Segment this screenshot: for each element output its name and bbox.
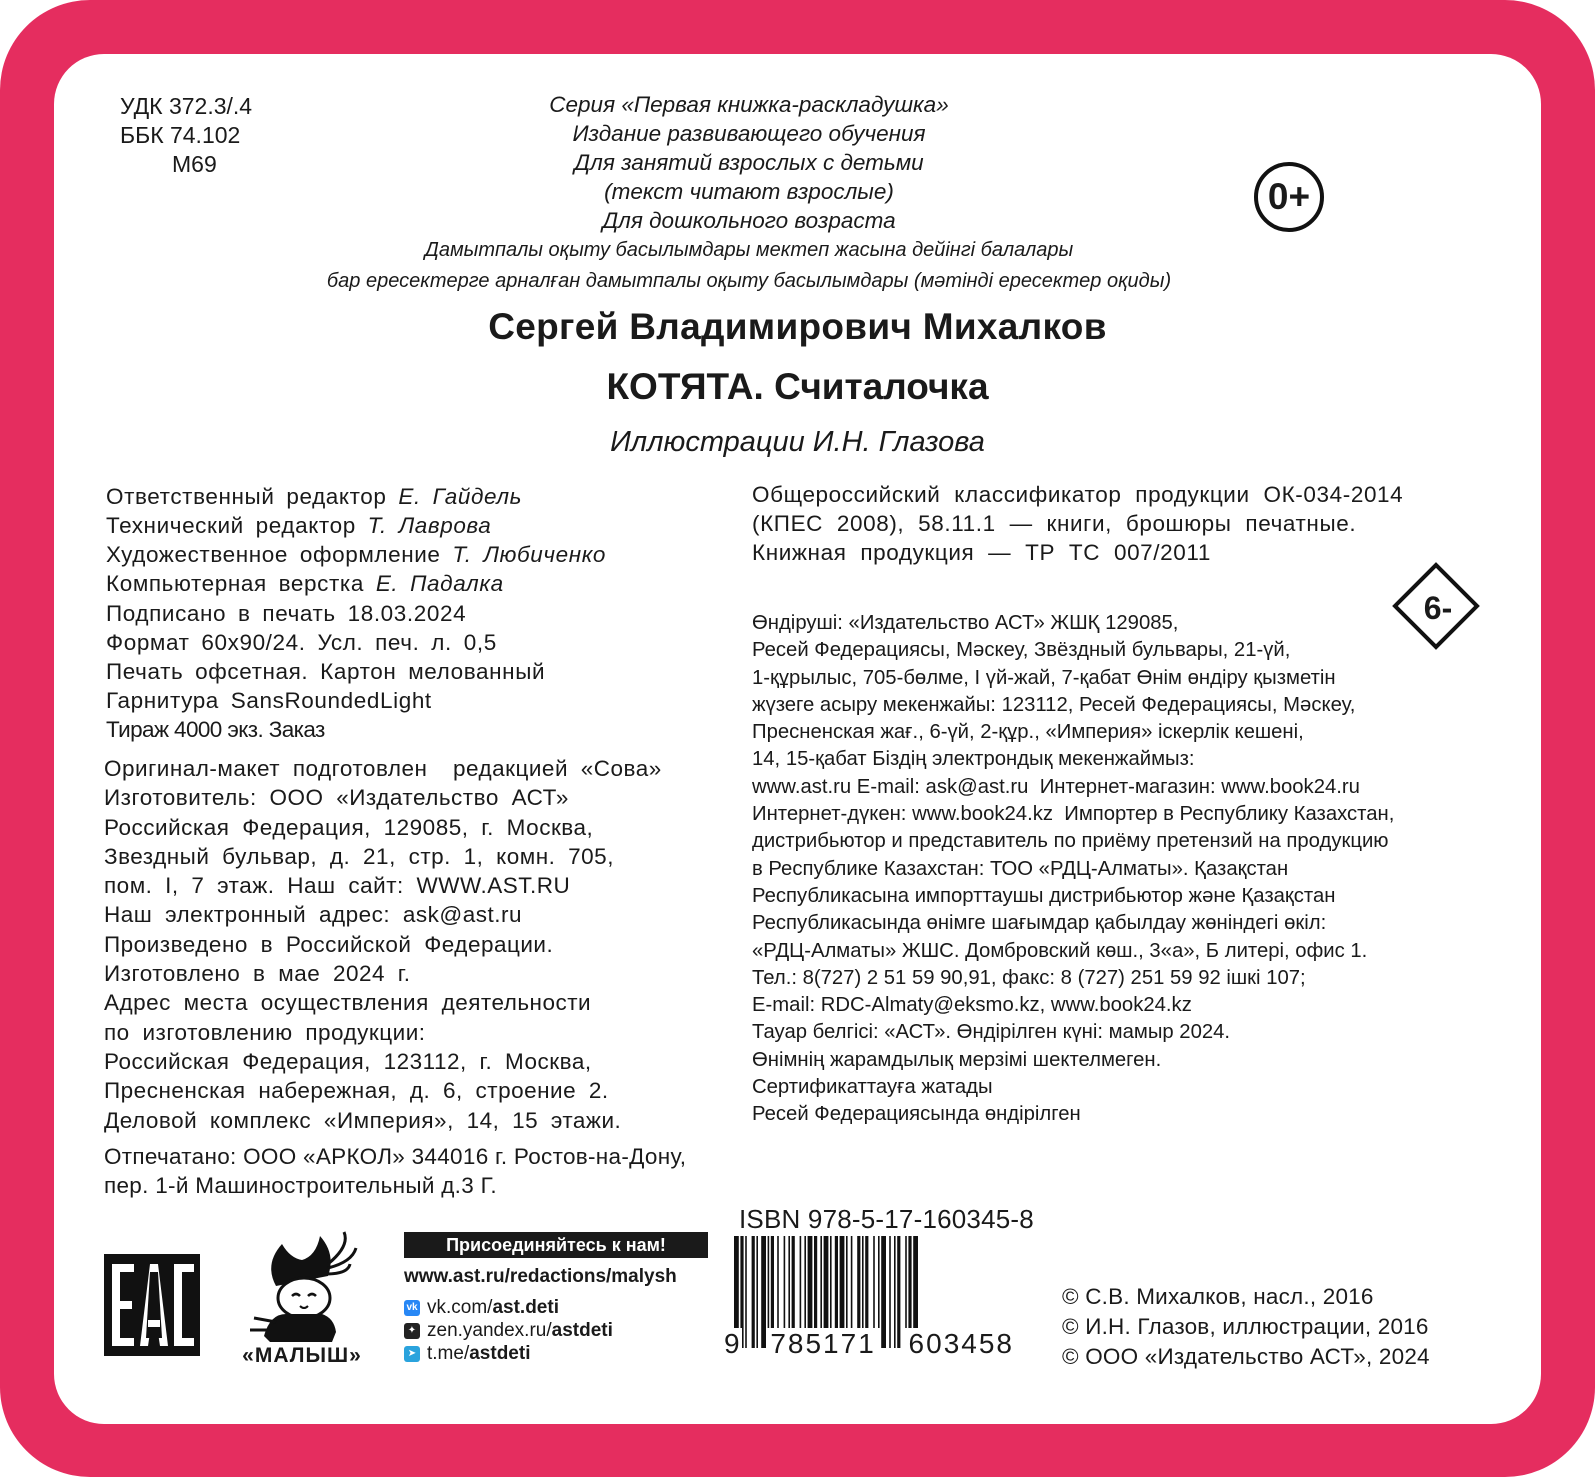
udk-block: [120, 92, 252, 179]
kz-line: Республикасында өнімге шағымдар қабылдау жөніндегі өкіл:: [752, 912, 1327, 935]
maker-line: по изготовлению продукции:: [104, 1019, 426, 1045]
social-prefix: zen.yandex.ru/: [427, 1320, 552, 1341]
staff-row: [106, 511, 606, 540]
kz-line: Өндіруші: «Издательство АСТ» ЖШҚ 129085,: [752, 612, 1179, 634]
join-banner: Присоединяйтесь к нам!: [404, 1232, 708, 1258]
series-line: (текст читают взрослые): [604, 179, 894, 204]
zen-icon: ✦: [404, 1323, 420, 1339]
kz-line: Пресненская жағ., 6-үй, 2-құр., «Империя» іскерлік кешені,: [752, 721, 1304, 744]
site-link[interactable]: www.ast.ru/redactions/malysh: [404, 1266, 677, 1287]
print-line: Подписано в печать 18.03.2024: [106, 601, 467, 626]
print-line: Печать офсетная. Картон мелованный: [106, 659, 546, 684]
staff-name: Е. Падалка: [375, 571, 504, 596]
social-link-vk[interactable]: [404, 1296, 613, 1319]
maker-line: Изготовлено в мае 2024 г.: [104, 961, 411, 987]
social-prefix: vk.com/: [427, 1297, 493, 1318]
author-name: Сергей Владимирович Михалков: [488, 306, 1107, 347]
maker-line: Адрес места осуществления деятельности: [104, 990, 592, 1016]
kz-line: Интернет-дүкен: www.book24.kz Импортер в Республику Казахстан,: [752, 803, 1395, 826]
series-block: [284, 90, 1214, 297]
kz-line: E-mail: RDC-Almaty@eksmo.kz, www.book24.kz: [752, 994, 1192, 1017]
printer-line: пер. 1-й Машиностроительный д.3 Г.: [104, 1173, 497, 1198]
maker-line: Российская Федерация, 129085, г. Москва,: [104, 814, 594, 840]
print-info: [106, 599, 545, 744]
maker-line: Наш электронный адрес: ask@ast.ru: [104, 902, 523, 928]
illustrator-credit: Иллюстрации И.Н. Глазова: [610, 426, 985, 458]
kz-line: «РДЦ-Алматы» ЖШС. Домбровский көш., 3«а», Б литері, офис 1.: [752, 939, 1368, 962]
kz-line: Ресей Федерациясы, Мәскеу, Звёздный бульвары, 21-үй,: [752, 639, 1291, 662]
copyright-line: © И.Н. Глазов, иллюстрации, 2016: [1062, 1314, 1429, 1339]
staff-name: Е. Гайдель: [398, 484, 523, 509]
age-label-diamond: [1389, 559, 1487, 657]
kz-line: Сертификаттауға жатады: [752, 1076, 993, 1099]
social-link-zen[interactable]: [404, 1319, 613, 1342]
udk-line: УДК 372.3/.4: [120, 93, 253, 119]
printer-info: [104, 1142, 686, 1200]
kz-line: дистрибьютор и представитель по приёму претензий на продукцию: [752, 830, 1389, 853]
printer-line: Отпечатано: ООО «АРКОЛ» 344016 г. Ростов-на-Дону,: [104, 1144, 687, 1169]
staff-role: Компьютерная верстка: [106, 571, 364, 596]
staff-role: Ответственный редактор: [106, 484, 387, 509]
kz-line: 1-құрылыс, 705-бөлме, I үй-жай, 7-қабат Өнім өндіру қызметін: [752, 666, 1336, 689]
maker-line: Оригинал-макет подготовлен редакцией «Сова»: [104, 756, 662, 781]
maker-line: Российская Федерация, 123112, г. Москва,: [104, 1048, 592, 1074]
kz-manufacturer-info: [752, 610, 1394, 1129]
kz-line: www.ast.ru E-mail: ask@ast.ru Интернет-магазин: www.book24.ru: [752, 775, 1360, 798]
copyright-block: [1062, 1282, 1430, 1372]
staff-role: Технический редактор: [106, 513, 356, 538]
author-mark: М69: [172, 151, 217, 177]
barcode-digit-group: 603458: [905, 1328, 1018, 1360]
kz-line: Тел.: 8(727) 2 51 59 90,91, факс: 8 (727) 251 59 92 ішкі 107;: [752, 966, 1306, 989]
maker-line: пом. I, 7 этаж. Наш сайт: WWW.AST.RU: [104, 873, 571, 899]
staff-name: Т. Лаврова: [367, 513, 492, 538]
maker-line: Произведено в Российской Федерации.: [104, 931, 554, 957]
barcode-digits: [722, 1328, 1018, 1360]
copyright-line: © ООО «Издательство АСТ», 2024: [1062, 1344, 1430, 1369]
print-line: Тираж 4000 экз. Заказ: [106, 717, 325, 742]
social-links: [404, 1296, 613, 1365]
social-link-telegram[interactable]: [404, 1342, 613, 1365]
maker-line: Звездный бульвар, д. 21, стр. 1, комн. 705,: [104, 843, 614, 869]
maker-line: Изготовитель: ООО «Издательство АСТ»: [104, 785, 569, 811]
telegram-icon: ➤: [404, 1346, 420, 1362]
classifier-line: (КПЕС 2008), 58.11.1 — книги, брошюры печатные.: [752, 511, 1357, 536]
staff-row: [106, 540, 606, 569]
barcode-digit-group: 9: [724, 1328, 740, 1359]
series-kz-line: бар ересектерге арналған дамытпалы оқыту басылымдары (мәтінді ересектер оқиды): [326, 270, 1172, 292]
kz-line: Республикасына импорттаушы дистрибьютор және Қазақстан: [752, 884, 1336, 907]
eac-mark-icon: [104, 1254, 200, 1356]
series-line: Серия «Первая книжка-раскладушка»: [549, 92, 949, 117]
book-title: КОТЯТА. Считалочка: [606, 366, 989, 407]
social-handle: astdeti: [551, 1320, 613, 1341]
imprint-page: [54, 54, 1541, 1424]
kz-line: жүзеге асыру мекенжайы: 123112, Ресей Федерациясы, Мәскеу,: [752, 693, 1356, 716]
classifier-info: [752, 480, 1403, 567]
social-handle: ast.deti: [492, 1297, 559, 1318]
social-prefix: t.me/: [427, 1343, 470, 1364]
staff-row: [106, 569, 606, 598]
series-line: Для занятий взрослых с детьми: [574, 150, 924, 175]
kz-line: Өнімнің жарамдылық мерзімі шектелмеген.: [752, 1048, 1162, 1071]
kz-line: Ресей Федерациясында өндірілген: [752, 1103, 1081, 1126]
isbn-number: ISBN 978-5-17-160345-8: [739, 1204, 1034, 1234]
classifier-line: Книжная продукция — ТР ТС 007/2011: [752, 540, 1211, 565]
print-line: Гарнитура SansRoundedLight: [106, 688, 432, 713]
kz-line: 14, 15-қабат Біздің электрондық мекенжаймыз:: [752, 748, 1195, 771]
staff-row: [106, 482, 606, 511]
maker-line: Пресненская набережная, д. 6, строение 2.: [104, 1078, 609, 1104]
publisher-name: «МАЛЫШ»: [242, 1344, 362, 1367]
kz-line: Тауар белгісі: «АСТ». Өндірілген күні: мамыр 2024.: [752, 1021, 1231, 1044]
classifier-line: Общероссийский классификатор продукции ОК-034-2014: [752, 482, 1404, 507]
maker-info: [104, 754, 662, 1135]
maker-line: Деловой комплекс «Империя», 14, 15 этажи.: [104, 1107, 622, 1133]
barcode-digit-group: 785171: [766, 1328, 879, 1360]
staff-name: Т. Любиченко: [452, 542, 607, 567]
kz-line: в Республике Казахстан: ТОО «РДЦ-Алматы». Қазақстан: [752, 857, 1289, 880]
series-line: Издание развивающего обучения: [572, 121, 926, 146]
print-line: Формат 60x90/24. Усл. печ. л. 0,5: [106, 630, 497, 655]
series-kz-line: Дамытпалы оқыту басылымдары мектеп жасына дейінгі балалары: [424, 239, 1074, 261]
bbk-line: ББК 74.102: [120, 122, 241, 148]
age-rating-badge: 0+: [1254, 162, 1324, 232]
series-line: Для дошкольного возраста: [602, 208, 896, 233]
staff-credits: [106, 482, 606, 598]
copyright-line: © С.В. Михалков, насл., 2016: [1062, 1284, 1374, 1309]
staff-role: Художественное оформление: [106, 542, 441, 567]
age-label-text: 6-: [1423, 589, 1453, 626]
social-handle: astdeti: [469, 1343, 531, 1364]
vk-icon: vk: [404, 1300, 420, 1316]
